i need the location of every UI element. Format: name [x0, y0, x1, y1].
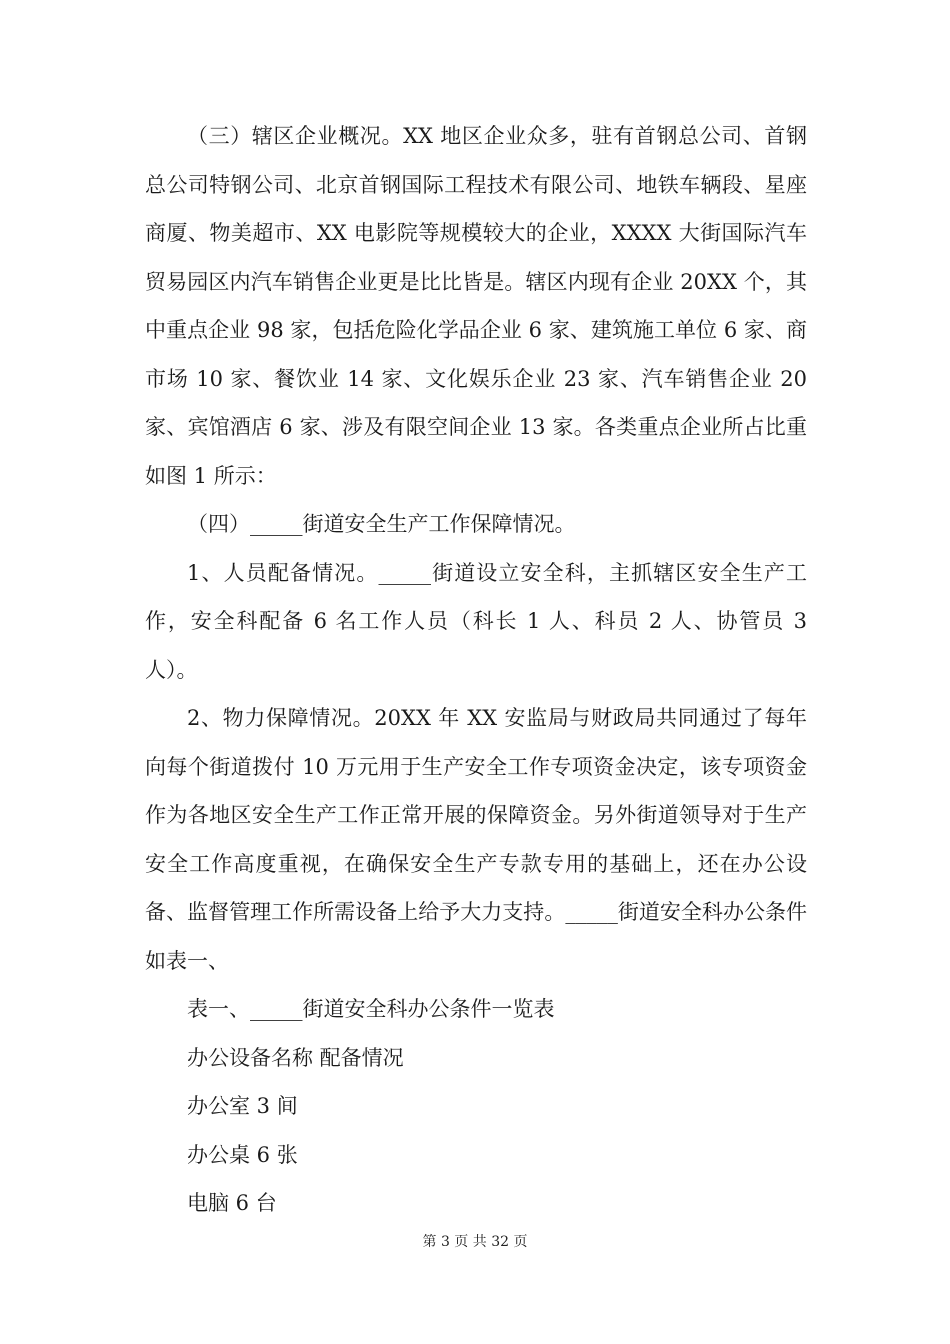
table-row: 办公桌 6 张 — [187, 1142, 298, 1167]
document-body — [145, 112, 807, 1228]
paragraph-enterprise-overview: （三）辖区企业概况。XX 地区企业众多，驻有首钢总公司、首钢总公司特钢公司、北京首钢国际工程技术有限公司、地铁车辆段、星座商厦、物美超市、XX 电影院等规模较大的企业，XXXX 大街国际汽车贸易园区内汽车销售企业更是比比皆是。辖区内现有企业 20XX 个，其中重点企业 98 家，包括危险化学品企业 6 家、建筑施工单位 6 家、商市场 10 家、餐饮业 14 家、文化娱乐企业 23 家、汽车销售企业 20 家、宾馆酒店 6 家、涉及有限空间企业 13 家。各类重点企业所占比重如图 1 所示： — [145, 124, 807, 488]
page-footer: 第 3 页 共 32 页 — [422, 1234, 528, 1250]
section-heading-four: （四）_____街道安全生产工作保障情况。 — [187, 512, 576, 536]
table-row: 办公室 3 间 — [187, 1094, 298, 1118]
table-row: 电脑 6 台 — [187, 1191, 277, 1215]
paragraph-staffing: 1、人员配备情况。_____街道设立安全科，主抓辖区安全生产工作，安全科配备 6 名工作人员（科长 1 人、科员 2 人、协管员 3 人）。 — [145, 560, 807, 682]
table-header-row: 办公设备名称 配备情况 — [187, 1045, 404, 1070]
table-caption: 表一、_____街道安全科办公条件一览表 — [187, 997, 555, 1021]
paragraph-material-support: 2、物力保障情况。20XX 年 XX 安监局与财政局共同通过了每年向每个街道拨付 10 万元用于生产安全工作专项资金决定，该专项资金作为各地区安全生产工作正常开展的保障资金。另外街道领导对于生产安全工作高度重视，在确保安全生产专款专用的基础上，还在办公设备、监督管理工作所需设备上给予大力支持。_____街道安全科办公条件如表一、 — [145, 706, 807, 973]
